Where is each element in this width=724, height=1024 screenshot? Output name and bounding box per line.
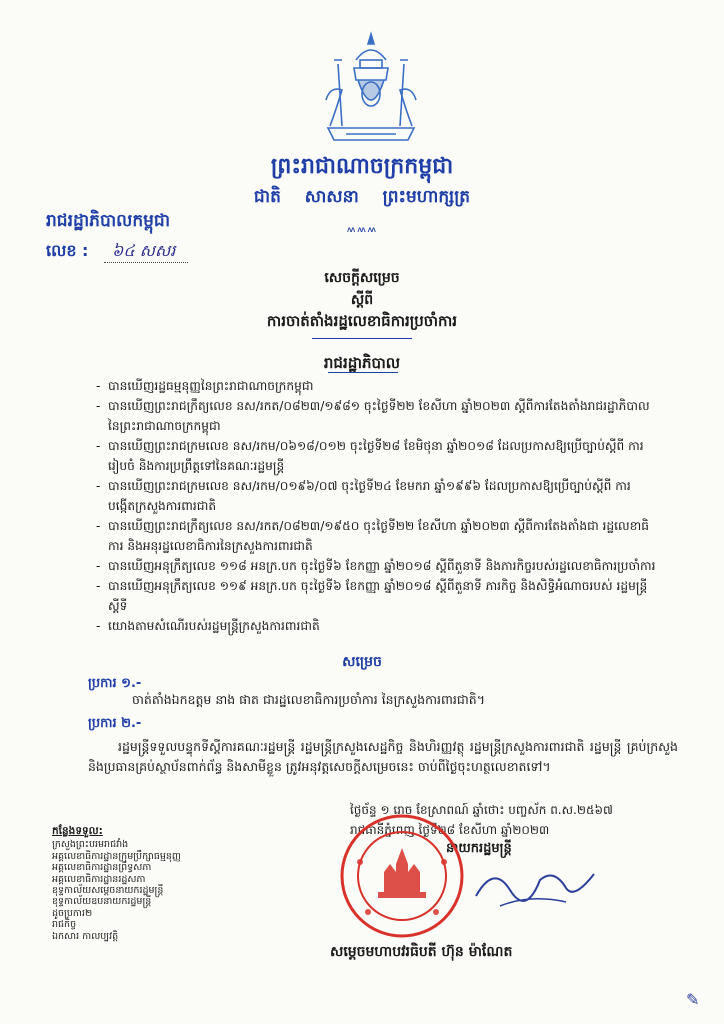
consideration-item: - បានឃើញអនុក្រឹត្យលេខ ១១៩ អនក្រ.បក ចុះថ្ងៃទី៦ ខែកញ្ញា ឆ្នាំ២០១៨ ស្ដីពីតួនាទី ភារកិច្ច និងសិទ្ធិអំណាចរបស់ រដ្ឋមន្ត្រីស្ដីទី bbox=[96, 576, 656, 616]
consideration-item: - បានឃើញរដ្ឋធម្មនុញ្ញនៃព្រះរាជាណាចក្រកម្ពុជា bbox=[96, 376, 656, 396]
kingdom-title: ព្រះរាជាណាចក្រកម្ពុជា bbox=[270, 154, 454, 179]
subject-title: ការចាត់តាំងរដ្ឋលេខាធិការប្រចាំការ bbox=[266, 312, 458, 330]
handwritten-signature-icon bbox=[470, 850, 600, 920]
signer-title: នាយករដ្ឋមន្ត្រី bbox=[446, 841, 512, 856]
consideration-item: - បានឃើញអនុក្រឹត្យលេខ ១១៨ អនក្រ.បក ចុះថ្ងៃទី៦ ខែកញ្ញា ឆ្នាំ២០១៨ ស្ដីពីតួនាទី និងភារកិច្ចរបស់រដ្ឋលេខាធិការប្រចាំការ bbox=[96, 556, 656, 576]
lunar-date: ថ្ងៃច័ន្ទ ១ រោច ខែស្រាពណ៍ ឆ្នាំថោះ បញ្ចស័ក ព.ស.២៥៦៧ bbox=[350, 803, 613, 817]
recipient-item: អគ្គលេខាធិការដ្ឋានរដ្ឋសភា bbox=[52, 873, 146, 885]
recipient-item: អគ្គលេខាធិការដ្ឋានក្រុមប្រឹក្សាធម្មនុញ្ញ bbox=[52, 850, 181, 862]
recipient-item: ឯកសារ កាលប្បវត្តិ bbox=[52, 930, 119, 942]
recipients-title: កន្លែងទទួល: bbox=[52, 825, 103, 837]
ornament-divider: ៳៳៳ bbox=[346, 221, 378, 236]
government-heading: រាជរដ្ឋាភិបាល bbox=[323, 354, 401, 372]
article-2-label: ប្រការ ២.- bbox=[88, 716, 142, 731]
recipients-list bbox=[52, 826, 272, 942]
article-1-text: ចាត់តាំងឯកឧត្តម នាង ផាត ជារដ្ឋលេខាធិការប្រចាំការ នៃក្រសួងការពារជាតិ។ bbox=[132, 692, 485, 707]
recipient-item: ដូចប្រការ២ bbox=[52, 907, 93, 919]
recipient-item: ខុទ្ទកាល័យឧបនាយករដ្ឋមន្ត្រី bbox=[52, 896, 152, 908]
considerations-list bbox=[96, 376, 656, 636]
consideration-item: - បានឃើញព្រះរាជក្រឹត្យលេខ នស/រកត/០៨២៣/១៩៨១ ចុះថ្ងៃទី២២ ខែសីហា ឆ្នាំ២០២៣ ស្ដីពីការតែងតាំងរាជរដ្ឋាភិបាល នៃព្រះរាជាណាចក្រកម្ពុជា bbox=[96, 396, 656, 436]
reference-label: លេខ : bbox=[46, 241, 89, 260]
article-2-text: រដ្ឋមន្ត្រីទទួលបន្ទុកទីស្ដីការគណៈរដ្ឋមន្ត្រី រដ្ឋមន្ត្រីក្រសួងសេដ្ឋកិច្ច និងហិរញ្ញវត្ថុ រដ្ឋមន្ត្រីក្រសួងការពារជាតិ រដ្ឋមន្ត្រី គ្រប់ក្រសួង និងប្រធានគ្រប់ស្ថាប័នពាក់ព័ន្ធ និងសាមីខ្លួន ត្រូវអនុវត្តសេចក្ដីសម្រេចនេះ ចាប់ពីថ្ងៃចុះហត្ថលេខាតទៅ។ bbox=[88, 739, 678, 774]
official-seal-icon bbox=[338, 812, 466, 940]
reference-underline bbox=[104, 262, 188, 263]
heading-rule bbox=[328, 372, 398, 373]
recipient-item: ក្រសួងព្រះបរមរាជវាំង bbox=[52, 839, 129, 851]
corner-mark-icon: ✎ bbox=[686, 990, 700, 1009]
signer-name: សម្ដេចមហាបវរធិបតី ហ៊ុន ម៉ាណែត bbox=[330, 944, 513, 960]
article-1-label: ប្រការ ១.- bbox=[88, 676, 142, 691]
recipient-item: អគ្គលេខាធិការដ្ឋានព្រឹទ្ធសភា bbox=[52, 862, 152, 874]
consideration-item: - បានឃើញព្រះរាជក្រមលេខ នស/រកម/០១៩៦/០៧ ចុះថ្ងៃទី២៤ ខែមករា ឆ្នាំ១៩៩៦ ដែលប្រកាសឱ្យប្រើច្បាប់ស្ដីពី ការបង្កើតក្រសួងការពារជាតិ bbox=[96, 476, 656, 516]
decision-heading: សម្រេច bbox=[342, 654, 382, 670]
consideration-item: - បានឃើញព្រះរាជក្រឹត្យលេខ នស/រកត/០៨២៣/១៩៥០ ចុះថ្ងៃទី២២ ខែសីហា ឆ្នាំ២០២៣ ស្ដីពីការតែងតាំងជា រដ្ឋលេខាធិការ និងអនុរដ្ឋលេខាធិការនៃក្រសួងការពារជាតិ bbox=[96, 516, 656, 556]
reference-number: ៦៤ សសរ bbox=[112, 241, 176, 260]
title-rule bbox=[312, 338, 412, 339]
issuer-name: រាជរដ្ឋាភិបាលកម្ពុជា bbox=[46, 211, 171, 231]
solar-date: រាជធានីភ្នំពេញ ថ្ងៃទី២៨ ខែសីហា ឆ្នាំ២០២៣ bbox=[350, 823, 550, 837]
recipient-item: ខុទ្ទកាល័យសម្ដេចនាយករដ្ឋមន្ត្រី bbox=[52, 885, 164, 897]
recipient-item: រាជកិច្ច bbox=[52, 919, 77, 931]
royal-coat-of-arms-icon bbox=[316, 30, 426, 148]
decision-title: សេចក្ដីសម្រេច bbox=[324, 270, 400, 286]
consideration-item: - បានឃើញព្រះរាជក្រមលេខ នស/រកម/០៦១៨/០១២ ចុះថ្ងៃទី២៨ ខែមិថុនា ឆ្នាំ២០១៨ ដែលប្រកាសឱ្យប្រើច្បាប់ស្ដីពី ការរៀបចំ និងការប្រព្រឹត្តទៅនៃគណៈរដ្ឋមន្ត្រី bbox=[96, 436, 656, 476]
consideration-item: - យោងតាមសំណើរបស់រដ្ឋមន្ត្រីក្រសួងការពារជាតិ bbox=[96, 616, 656, 636]
national-motto: ជាតិ សាសនា ព្រះមហាក្សត្រ bbox=[253, 187, 471, 207]
title-on: ស្ដីពី bbox=[350, 292, 374, 308]
